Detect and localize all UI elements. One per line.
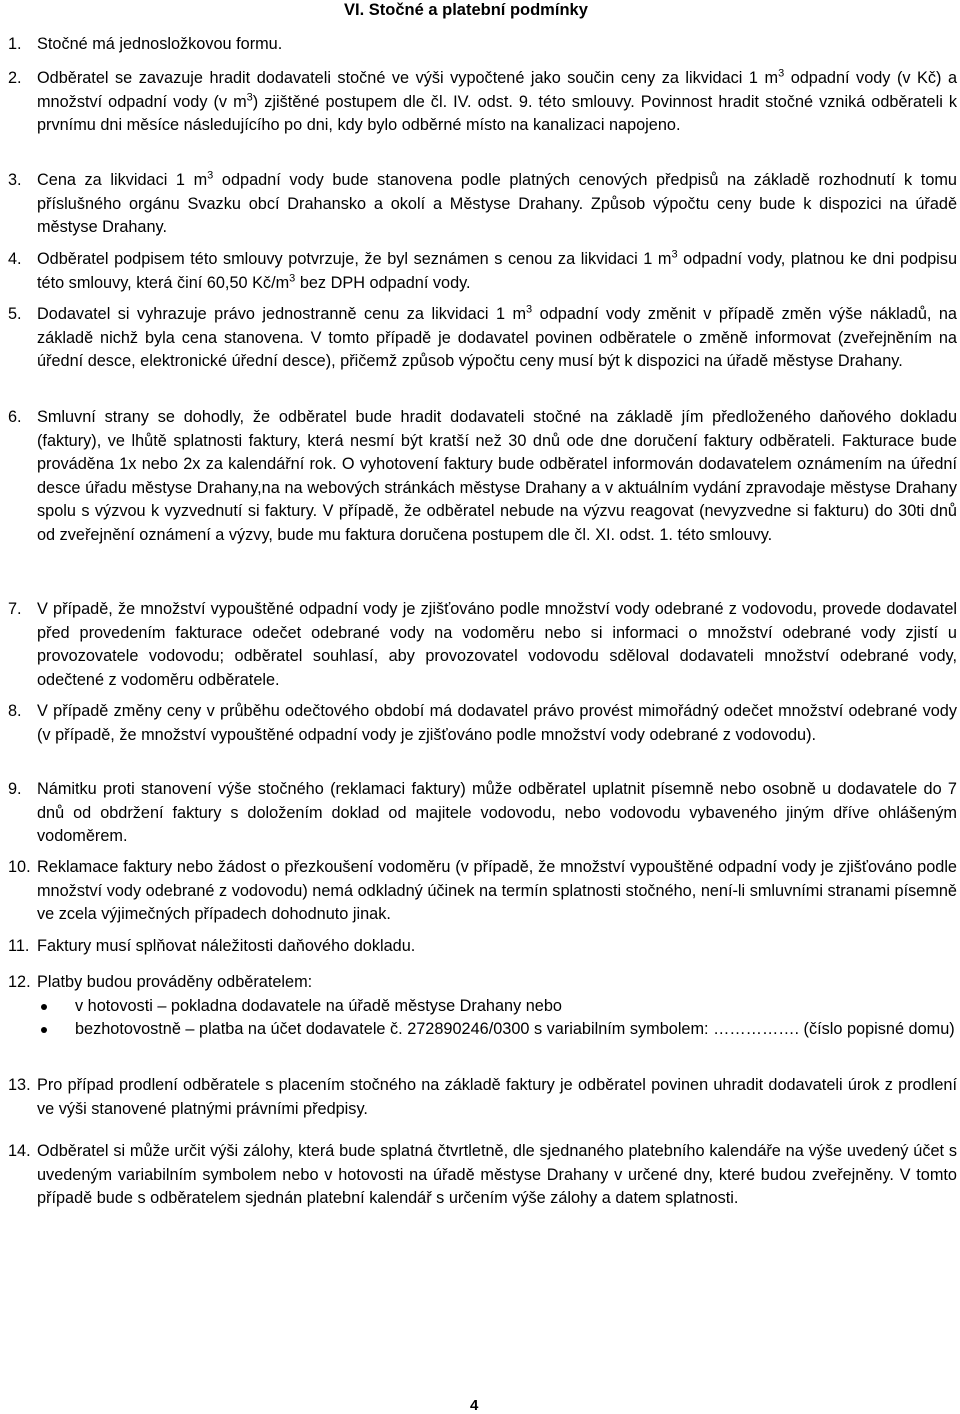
clause-3 (8, 169, 957, 240)
clause-12 (8, 971, 957, 1042)
payment-methods-list (8, 995, 957, 1042)
list-item: bezhotovostně – platba na účet dodavatele č. 272890246/0300 s variabilním symbolem: ……………. (číslo popisné domu) (8, 1018, 957, 1042)
clause-text: Cena za likvidaci 1 $m^3$ odpadní vody bude stanovena podle platných cenových předpisů na základě rozhodnutí k tomu příslušného orgánu Svazku obcí Drahansko a okolí a Městyse Drahany. Způsob výpočtu ceny bude k dispozici na úřadě městyse Drahany. (37, 169, 957, 236)
clause-text: Platby budou prováděny odběratelem: (37, 973, 313, 991)
clause-text: Odběratel si může určit výši zálohy, která bude splatná čtvrtletně, dle sjednaného platebního kalendáře na výše uvedený účet s uvedeným variabilním symbolem nebo v hotovosti na úřadě městyse Drahany v určené dny, které budou zveřejněny. V tomto případě bude s odběratelem sjednán platební kalendář s určením výše zálohy a datem splatnosti. (37, 1142, 957, 1207)
clause-text: Smluvní strany se dohodly, že odběratel bude hradit dodavateli stočné na základě jím předloženého daňového dokladu (faktury), ve lhůtě splatnosti faktury, která nesmí být kratší než 30 dnů ode dne doručení faktury odběrateli. Fakturace bude prováděna 1x nebo 2x za kalendářní rok. O vyhotovení faktury bude odběratel informován dodavatelem oznámením na úřední desce úřadu městyse Drahany,na na webových stránkách městyse Drahany a v aktuálním vydání zpravodaje městyse Drahany spolu s výzvou k vyzvednutí si faktury. V případě, že odběratel nebude na výzvu reagovat (nevyzvedne si fakturu) do 30ti dnů od zveřejnění oznámení a výzvy, bude mu faktura doručena postupem dle čl. XI. odst. 1. této smlouvy. (37, 408, 957, 544)
clause-number: 4. (8, 250, 22, 268)
section-heading: VI. Stočné a platební podmínky (344, 1, 588, 19)
clause-number: 14. (8, 1142, 31, 1160)
bullet-icon (41, 1027, 47, 1033)
clause-7 (8, 598, 957, 692)
clause-13 (8, 1074, 957, 1121)
clause-number: 12. (8, 973, 31, 991)
clause-text: V případě změny ceny v průběhu odečtového období má dodavatel právo provést mimořádný odečet množství odebrané vody (v případě, že množství vypouštěné odpadní vody je zjišťováno podle množství vody odebrané z vodovodu). (37, 702, 957, 744)
clause-number: 1. (8, 35, 22, 53)
clause-text: Námitku proti stanovení výše stočného (reklamaci faktury) může odběratel uplatnit písemně nebo osobně u dodavatele do 7 dnů od obdržení faktury s doložením doklad od majitele vodovodu, nebo vodovodu vybaveného jiným dříve ohlášeným vodoměrem. (37, 780, 957, 845)
clause-number: 6. (8, 408, 22, 426)
clause-9 (8, 778, 957, 849)
clause-number: 9. (8, 780, 22, 798)
clause-text: Odběratel podpisem této smlouvy potvrzuje, že byl seznámen s cenou za likvidaci 1 $m^3$ odpadní vody, platnou ke dni podpisu této smlouvy, která činí 60,50 $Kč/m^3$ bez DPH odpadní vody. (37, 248, 957, 292)
clause-11 (8, 935, 957, 959)
clause-text: Dodavatel si vyhrazuje právo jednostranně cenu za likvidaci 1 $m^3$ odpadní vody změnit v případě změn výše nákladů, na základě nichž byla cena stanovena. V tomto případě je dodavatel povinen odběratele o změně informovat (zveřejněním na úřední desce, elektronické úřední desce), přičemž způsob výpočtu ceny musí být k dispozici na úřadě městyse Drahany. (37, 303, 957, 370)
clause-8 (8, 700, 957, 747)
clause-number: 11. (8, 937, 30, 955)
clause-number: 2. (8, 69, 22, 87)
bullet-icon (41, 1004, 47, 1010)
clause-4 (8, 248, 957, 295)
clause-1 (8, 33, 957, 57)
list-item: v hotovosti – pokladna dodavatele na úřadě městyse Drahany nebo (8, 995, 957, 1019)
clause-text: Stočné má jednosložkovou formu. (37, 35, 283, 53)
clause-text: V případě, že množství vypouštěné odpadní vody je zjišťováno podle množství vody odebrané z vodovodu, provede dodavatel před provedením fakturace odečet odebrané vody na vodoměru nebo si informaci o množství odebrané vody zjistí u provozovatele vodovodu; odběratel souhlasí, aby provozovatel vodovodu sděloval dodavateli množství odebrané vody, odečtené z vodoměru odběratele. (37, 600, 957, 689)
clause-text: Pro případ prodlení odběratele s placením stočného na základě faktury je odběratel povinen uhradit dodavateli úrok z prodlení ve výši stanovené platnými právními předpisy. (37, 1076, 957, 1118)
clause-number: 13. (8, 1076, 31, 1094)
clause-number: 8. (8, 702, 22, 720)
clause-text: Reklamace faktury nebo žádost o přezkoušení vodoměru (v případě, že množství vypouštěné odpadní vody je zjišťováno podle množství vody odebrané z vodovodu) nemá odkladný účinek na termín splatnosti stočného, není-li smluvními stranami písemně ve zcela výjimečných případech dohodnuto jinak. (37, 858, 957, 923)
clause-text: Odběratel se zavazuje hradit dodavateli stočné ve výši vypočtené jako součin ceny za likvidaci 1 $m^3$ odpadní vody (v Kč) a množství odpadní vody (v $m^3$) zjištěné postupem dle čl. IV. odst. 9. této smlouvy. Povinnost hradit stočné vzniká odběrateli k prvnímu dni měsíce následujícího po dni, kdy bylo odběrné místo na kanalizaci napojeno. (37, 67, 957, 134)
clause-text: Faktury musí splňovat náležitosti daňového dokladu. (37, 937, 416, 955)
clause-number: 3. (8, 171, 22, 189)
clause-number: 5. (8, 305, 22, 323)
clause-14 (8, 1140, 957, 1211)
clause-10 (8, 856, 957, 927)
clause-2 (8, 67, 957, 138)
clause-6 (8, 406, 957, 547)
clause-5 (8, 303, 957, 374)
clause-number: 7. (8, 600, 22, 618)
clause-number: 10. (8, 858, 31, 876)
page-number: 4 (470, 1397, 479, 1414)
